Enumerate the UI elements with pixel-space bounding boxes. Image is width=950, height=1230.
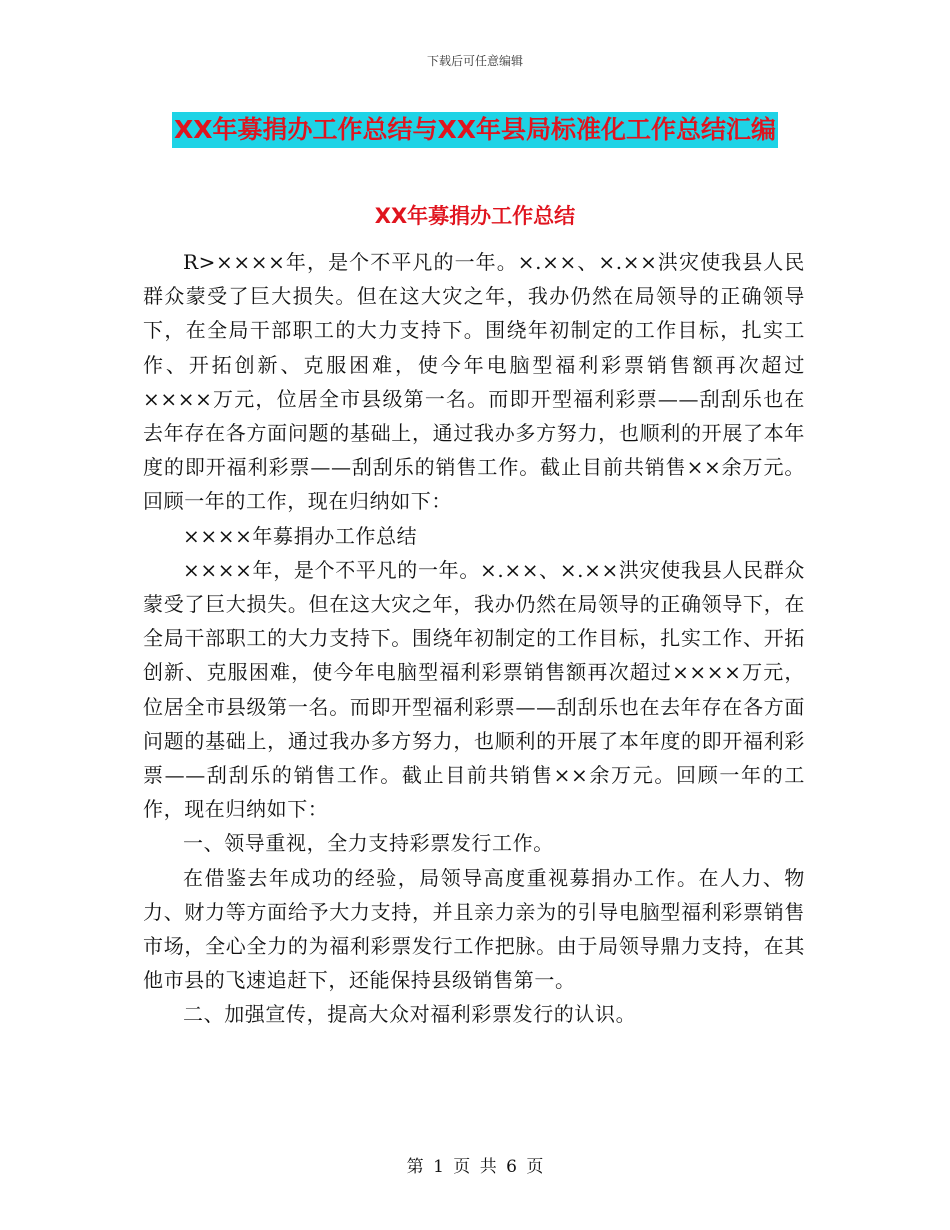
footer-of: 共 <box>479 1157 497 1177</box>
footer-total-pages: 6 <box>506 1157 517 1177</box>
footer-page-number: 1 <box>433 1157 444 1177</box>
footer-suffix: 页 <box>526 1157 544 1177</box>
section-title: XX年募捐办工作总结 <box>374 204 576 228</box>
main-title-container <box>0 112 950 148</box>
page-footer <box>0 1152 950 1177</box>
main-title: XX年募捐办工作总结与XX年县局标准化工作总结汇编 <box>172 112 778 148</box>
header-note: 下载后可任意编辑 <box>426 54 523 68</box>
paragraph: 在借鉴去年成功的经验，局领导高度重视募捐办工作。在人力、物力、财力等方面给予大力支持，并且亲力亲为的引导电脑型福利彩票销售市场，全心全力的为福利彩票发行工作把脉。由于局领导鼎力支持，在其他市县的飞速追赶下，还能保持县级销售第一。 <box>143 865 805 993</box>
paragraph: R>××××年，是个不平凡的一年。×.××、×.××洪灾使我县人民群众蒙受了巨大损失。但在这大灾之年，我办仍然在局领导的正确领导下，在全局干部职工的大力支持下。围绕年初制定的工作目标，扎实工作、开拓创新、克服困难，使今年电脑型福利彩票销售额再次超过××××万元，位居全市县级第一名。而即开型福利彩票——刮刮乐也在去年存在各方面问题的基础上，通过我办多方努力，也顺利的开展了本年度的即开福利彩票——刮刮乐的销售工作。截止目前共销售××余万元。回顾一年的工作，现在归纳如下： <box>143 250 805 514</box>
paragraph: ××××年，是个不平凡的一年。×.××、×.××洪灾使我县人民群众蒙受了巨大损失。但在这大灾之年，我办仍然在局领导的正确领导下，在全局干部职工的大力支持下。围绕年初制定的工作目标，扎实工作、开拓创新、克服困难，使今年电脑型福利彩票销售额再次超过××××万元，位居全市县级第一名。而即开型福利彩票——刮刮乐也在去年存在各方面问题的基础上，通过我办多方努力，也顺利的开展了本年度的即开福利彩票——刮刮乐的销售工作。截止目前共销售××余万元。回顾一年的工作，现在归纳如下： <box>143 557 805 822</box>
paragraph-heading: ××××年募捐办工作总结 <box>183 523 418 548</box>
paragraph-heading: 一、领导重视，全力支持彩票发行工作。 <box>183 831 554 856</box>
document-body <box>143 245 805 1032</box>
paragraph-heading: 二、加强宣传，提高大众对福利彩票发行的认识。 <box>183 1002 637 1027</box>
footer-mid: 页 <box>453 1157 471 1177</box>
footer-prefix: 第 <box>406 1157 424 1177</box>
